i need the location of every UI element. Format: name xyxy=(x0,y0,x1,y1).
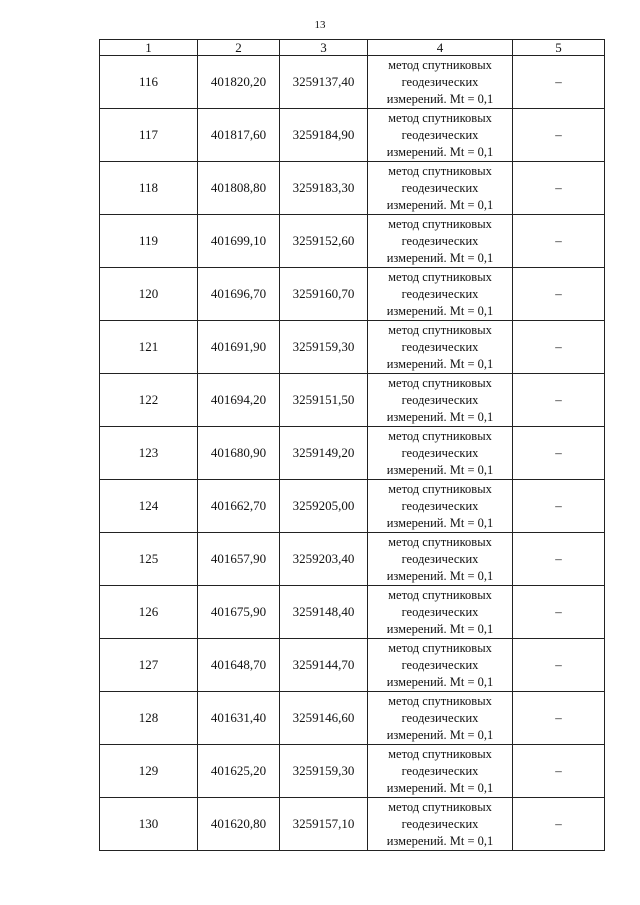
point-number-cell: 122 xyxy=(100,374,198,427)
method-cell xyxy=(368,639,513,692)
table-row xyxy=(100,109,605,162)
x-coordinate-cell: 401675,90 xyxy=(198,586,280,639)
note-cell: – xyxy=(513,639,605,692)
method-text-line: измерений. Mt = 0,1 xyxy=(386,780,494,795)
method-text-line: метод спутниковых xyxy=(388,57,492,72)
method-text-line: геодезических xyxy=(401,604,479,619)
method-text-line: геодезических xyxy=(401,710,479,725)
point-number-cell: 127 xyxy=(100,639,198,692)
note-cell: – xyxy=(513,745,605,798)
header-col-5: 5 xyxy=(513,40,605,56)
point-number-cell: 128 xyxy=(100,692,198,745)
method-text-line: измерений. Mt = 0,1 xyxy=(386,144,494,159)
method-text-line: измерений. Mt = 0,1 xyxy=(386,303,494,318)
y-coordinate-cell: 3259152,60 xyxy=(280,215,368,268)
method-text-line: геодезических xyxy=(401,763,479,778)
point-number-cell: 119 xyxy=(100,215,198,268)
method-cell xyxy=(368,56,513,109)
method-cell xyxy=(368,745,513,798)
y-coordinate-cell: 3259184,90 xyxy=(280,109,368,162)
page-number: 13 xyxy=(314,19,326,31)
y-coordinate-cell: 3259205,00 xyxy=(280,480,368,533)
method-text-line: измерений. Mt = 0,1 xyxy=(386,621,494,636)
method-text-line: метод спутниковых xyxy=(388,799,492,814)
method-cell xyxy=(368,480,513,533)
method-cell xyxy=(368,321,513,374)
x-coordinate-cell: 401694,20 xyxy=(198,374,280,427)
y-coordinate-cell: 3259183,30 xyxy=(280,162,368,215)
method-text-line: геодезических xyxy=(401,816,479,831)
method-cell xyxy=(368,109,513,162)
method-text-line: метод спутниковых xyxy=(388,322,492,337)
method-text-line: геодезических xyxy=(401,657,479,672)
table-row xyxy=(100,321,605,374)
method-text-line: геодезических xyxy=(401,74,479,89)
point-number-cell: 123 xyxy=(100,427,198,480)
x-coordinate-cell: 401817,60 xyxy=(198,109,280,162)
note-cell: – xyxy=(513,480,605,533)
method-text-line: метод спутниковых xyxy=(388,428,492,443)
method-text-line: измерений. Mt = 0,1 xyxy=(386,356,494,371)
table-row xyxy=(100,745,605,798)
method-text-line: геодезических xyxy=(401,180,479,195)
table-row xyxy=(100,480,605,533)
y-coordinate-cell: 3259148,40 xyxy=(280,586,368,639)
table-row xyxy=(100,162,605,215)
method-cell xyxy=(368,374,513,427)
y-coordinate-cell: 3259159,30 xyxy=(280,745,368,798)
x-coordinate-cell: 401620,80 xyxy=(198,798,280,851)
point-number-cell: 121 xyxy=(100,321,198,374)
method-text-line: измерений. Mt = 0,1 xyxy=(386,674,494,689)
header-col-4: 4 xyxy=(368,40,513,56)
point-number-cell: 118 xyxy=(100,162,198,215)
note-cell: – xyxy=(513,692,605,745)
table-row xyxy=(100,798,605,851)
method-text-line: метод спутниковых xyxy=(388,481,492,496)
y-coordinate-cell: 3259203,40 xyxy=(280,533,368,586)
method-text-line: метод спутниковых xyxy=(388,693,492,708)
method-text-line: измерений. Mt = 0,1 xyxy=(386,833,494,848)
method-text-line: измерений. Mt = 0,1 xyxy=(386,462,494,477)
method-text-line: измерений. Mt = 0,1 xyxy=(386,197,494,212)
method-text-line: измерений. Mt = 0,1 xyxy=(386,409,494,424)
table-header xyxy=(100,40,605,56)
x-coordinate-cell: 401699,10 xyxy=(198,215,280,268)
method-text-line: геодезических xyxy=(401,286,479,301)
y-coordinate-cell: 3259157,10 xyxy=(280,798,368,851)
table-row xyxy=(100,586,605,639)
method-text-line: метод спутниковых xyxy=(388,746,492,761)
method-text-line: измерений. Mt = 0,1 xyxy=(386,91,494,106)
table-row xyxy=(100,427,605,480)
table-row xyxy=(100,692,605,745)
method-cell xyxy=(368,215,513,268)
header-row xyxy=(100,40,605,56)
method-cell xyxy=(368,692,513,745)
method-text-line: геодезических xyxy=(401,392,479,407)
point-number-cell: 129 xyxy=(100,745,198,798)
point-number-cell: 120 xyxy=(100,268,198,321)
x-coordinate-cell: 401680,90 xyxy=(198,427,280,480)
note-cell: – xyxy=(513,268,605,321)
table-row xyxy=(100,533,605,586)
y-coordinate-cell: 3259149,20 xyxy=(280,427,368,480)
method-text-line: метод спутниковых xyxy=(388,216,492,231)
coordinates-table xyxy=(99,39,605,851)
method-text-line: геодезических xyxy=(401,498,479,513)
point-number-cell: 116 xyxy=(100,56,198,109)
method-cell xyxy=(368,268,513,321)
point-number-cell: 126 xyxy=(100,586,198,639)
y-coordinate-cell: 3259151,50 xyxy=(280,374,368,427)
header-col-1: 1 xyxy=(100,40,198,56)
method-text-line: измерений. Mt = 0,1 xyxy=(386,250,494,265)
table-row xyxy=(100,56,605,109)
method-text-line: измерений. Mt = 0,1 xyxy=(386,727,494,742)
point-number-cell: 130 xyxy=(100,798,198,851)
method-cell xyxy=(368,586,513,639)
table-row xyxy=(100,215,605,268)
method-text-line: метод спутниковых xyxy=(388,534,492,549)
note-cell: – xyxy=(513,374,605,427)
x-coordinate-cell: 401631,40 xyxy=(198,692,280,745)
point-number-cell: 124 xyxy=(100,480,198,533)
method-cell xyxy=(368,427,513,480)
method-text-line: метод спутниковых xyxy=(388,587,492,602)
method-text-line: геодезических xyxy=(401,233,479,248)
x-coordinate-cell: 401625,20 xyxy=(198,745,280,798)
x-coordinate-cell: 401808,80 xyxy=(198,162,280,215)
note-cell: – xyxy=(513,215,605,268)
method-cell xyxy=(368,162,513,215)
method-text-line: геодезических xyxy=(401,339,479,354)
method-text-line: геодезических xyxy=(401,551,479,566)
x-coordinate-cell: 401662,70 xyxy=(198,480,280,533)
table-row xyxy=(100,374,605,427)
note-cell: – xyxy=(513,109,605,162)
x-coordinate-cell: 401820,20 xyxy=(198,56,280,109)
note-cell: – xyxy=(513,586,605,639)
method-text-line: метод спутниковых xyxy=(388,269,492,284)
y-coordinate-cell: 3259160,70 xyxy=(280,268,368,321)
method-cell xyxy=(368,533,513,586)
method-text-line: метод спутниковых xyxy=(388,640,492,655)
method-text-line: измерений. Mt = 0,1 xyxy=(386,568,494,583)
note-cell: – xyxy=(513,427,605,480)
header-col-3: 3 xyxy=(280,40,368,56)
method-text-line: метод спутниковых xyxy=(388,163,492,178)
note-cell: – xyxy=(513,321,605,374)
x-coordinate-cell: 401657,90 xyxy=(198,533,280,586)
y-coordinate-cell: 3259146,60 xyxy=(280,692,368,745)
point-number-cell: 125 xyxy=(100,533,198,586)
note-cell: – xyxy=(513,56,605,109)
note-cell: – xyxy=(513,533,605,586)
method-text-line: метод спутниковых xyxy=(388,375,492,390)
x-coordinate-cell: 401648,70 xyxy=(198,639,280,692)
method-text-line: геодезических xyxy=(401,127,479,142)
y-coordinate-cell: 3259159,30 xyxy=(280,321,368,374)
point-number-cell: 117 xyxy=(100,109,198,162)
method-text-line: измерений. Mt = 0,1 xyxy=(386,515,494,530)
y-coordinate-cell: 3259144,70 xyxy=(280,639,368,692)
note-cell: – xyxy=(513,798,605,851)
method-text-line: геодезических xyxy=(401,445,479,460)
table-body xyxy=(100,56,605,851)
method-cell xyxy=(368,798,513,851)
table-row xyxy=(100,268,605,321)
method-text-line: метод спутниковых xyxy=(388,110,492,125)
y-coordinate-cell: 3259137,40 xyxy=(280,56,368,109)
note-cell: – xyxy=(513,162,605,215)
header-col-2: 2 xyxy=(198,40,280,56)
x-coordinate-cell: 401696,70 xyxy=(198,268,280,321)
table-row xyxy=(100,639,605,692)
x-coordinate-cell: 401691,90 xyxy=(198,321,280,374)
